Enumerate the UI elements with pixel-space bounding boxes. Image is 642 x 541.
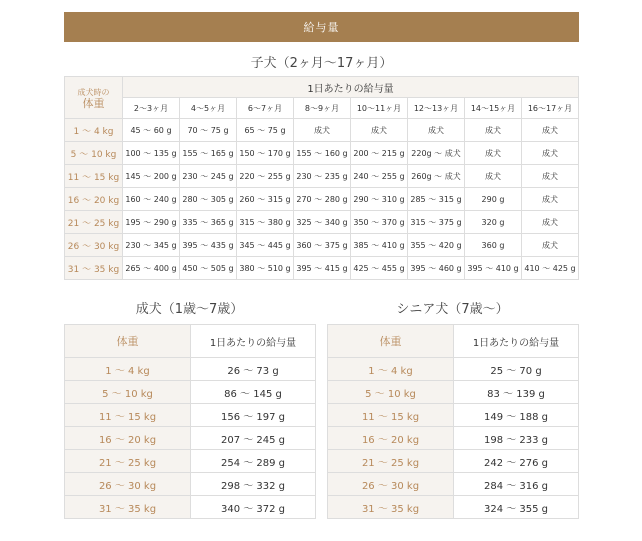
amount-cell: 220 〜 255 g xyxy=(237,165,294,188)
table-row xyxy=(65,142,579,165)
month-header: 10〜11ヶ月 xyxy=(351,98,408,119)
month-header: 12〜13ヶ月 xyxy=(408,98,465,119)
corner-label-top: 成犬時の xyxy=(77,87,110,97)
amount-cell: 198 〜 233 g xyxy=(454,427,579,450)
amount-cell: 270 〜 280 g xyxy=(294,188,351,211)
weight-cell: 5 〜 10 kg xyxy=(328,381,454,404)
weight-cell: 5 〜 10 kg xyxy=(65,142,123,165)
weight-cell: 16 〜 20 kg xyxy=(65,188,123,211)
adult-feeding-table xyxy=(64,324,316,519)
table-row xyxy=(65,404,316,427)
month-header: 2〜3ヶ月 xyxy=(123,98,180,119)
table-row xyxy=(328,404,579,427)
puppy-feeding-table xyxy=(64,76,579,280)
amount-cell: 450 〜 505 g xyxy=(180,257,237,280)
amount-cell: 207 〜 245 g xyxy=(191,427,316,450)
weight-column-header: 体重 xyxy=(65,325,191,358)
amount-cell: 425 〜 455 g xyxy=(351,257,408,280)
weight-cell: 11 〜 15 kg xyxy=(65,404,191,427)
table-row xyxy=(65,358,316,381)
amount-cell: 325 〜 340 g xyxy=(294,211,351,234)
weight-cell: 1 〜 4 kg xyxy=(328,358,454,381)
amount-cell: 65 〜 75 g xyxy=(237,119,294,142)
weight-cell: 26 〜 30 kg xyxy=(328,473,454,496)
month-header: 16〜17ヶ月 xyxy=(522,98,579,119)
amount-cell: 成犬 xyxy=(408,119,465,142)
month-header: 6〜7ヶ月 xyxy=(237,98,294,119)
table-row xyxy=(65,211,579,234)
amount-cell: 395 〜 460 g xyxy=(408,257,465,280)
amount-cell: 260 〜 315 g xyxy=(237,188,294,211)
table-row xyxy=(65,234,579,257)
amount-cell: 160 〜 240 g xyxy=(123,188,180,211)
amount-cell: 324 〜 355 g xyxy=(454,496,579,519)
amount-cell: 成犬 xyxy=(522,165,579,188)
puppy-title: 子犬（2ヶ月〜17ヶ月） xyxy=(250,56,393,71)
weight-cell: 5 〜 10 kg xyxy=(65,381,191,404)
amount-cell: 315 〜 375 g xyxy=(408,211,465,234)
amount-cell: 285 〜 315 g xyxy=(408,188,465,211)
amount-cell: 355 〜 420 g xyxy=(408,234,465,257)
weight-cell: 21 〜 25 kg xyxy=(328,450,454,473)
senior-feeding-table xyxy=(327,324,579,519)
amount-cell: 155 〜 165 g xyxy=(180,142,237,165)
amount-cell: 360 g xyxy=(465,234,522,257)
amount-cell: 380 〜 510 g xyxy=(237,257,294,280)
weight-cell: 1 〜 4 kg xyxy=(65,119,123,142)
amount-cell: 成犬 xyxy=(522,188,579,211)
amount-cell: 395 〜 410 g xyxy=(465,257,522,280)
amount-cell: 195 〜 290 g xyxy=(123,211,180,234)
weight-cell: 11 〜 15 kg xyxy=(328,404,454,427)
amount-cell: 145 〜 200 g xyxy=(123,165,180,188)
adult-title: 成犬（1歳〜7歳） xyxy=(135,302,244,317)
weight-column-header: 体重 xyxy=(328,325,454,358)
amount-cell: 385 〜 410 g xyxy=(351,234,408,257)
amount-cell: 254 〜 289 g xyxy=(191,450,316,473)
amount-cell: 150 〜 170 g xyxy=(237,142,294,165)
amount-cell: 成犬 xyxy=(522,142,579,165)
amount-cell: 成犬 xyxy=(465,142,522,165)
amount-cell: 320 g xyxy=(465,211,522,234)
table-row xyxy=(65,381,316,404)
section-banner: 給与量 xyxy=(64,12,579,42)
weight-cell: 21 〜 25 kg xyxy=(65,211,123,234)
weight-cell: 16 〜 20 kg xyxy=(328,427,454,450)
amount-cell: 395 〜 435 g xyxy=(180,234,237,257)
amount-cell: 265 〜 400 g xyxy=(123,257,180,280)
amount-cell: 290 g xyxy=(465,188,522,211)
amount-cell: 成犬 xyxy=(522,234,579,257)
amount-cell: 86 〜 145 g xyxy=(191,381,316,404)
amount-cell: 335 〜 365 g xyxy=(180,211,237,234)
daily-amount-header: 1日あたりの給与量 xyxy=(123,77,579,98)
amount-cell: 230 〜 235 g xyxy=(294,165,351,188)
amount-cell: 410 〜 425 g xyxy=(522,257,579,280)
weight-cell: 11 〜 15 kg xyxy=(65,165,123,188)
table-row xyxy=(65,450,316,473)
table-row xyxy=(328,381,579,404)
weight-cell: 31 〜 35 kg xyxy=(65,257,123,280)
amount-cell: 340 〜 372 g xyxy=(191,496,316,519)
table-row xyxy=(65,188,579,211)
amount-cell: 220g 〜 成犬 xyxy=(408,142,465,165)
table-row xyxy=(65,473,316,496)
amount-cell: 100 〜 135 g xyxy=(123,142,180,165)
table-row xyxy=(328,358,579,381)
amount-cell: 230 〜 345 g xyxy=(123,234,180,257)
amount-cell: 242 〜 276 g xyxy=(454,450,579,473)
amount-cell: 395 〜 415 g xyxy=(294,257,351,280)
amount-cell: 298 〜 332 g xyxy=(191,473,316,496)
amount-column-header: 1日あたりの給与量 xyxy=(454,325,579,358)
amount-cell: 成犬 xyxy=(522,119,579,142)
table-row xyxy=(65,427,316,450)
amount-cell: 70 〜 75 g xyxy=(180,119,237,142)
amount-cell: 成犬 xyxy=(522,211,579,234)
weight-cell: 1 〜 4 kg xyxy=(65,358,191,381)
amount-cell: 成犬 xyxy=(351,119,408,142)
amount-cell: 成犬 xyxy=(465,119,522,142)
amount-cell: 290 〜 310 g xyxy=(351,188,408,211)
weight-cell: 21 〜 25 kg xyxy=(65,450,191,473)
amount-cell: 149 〜 188 g xyxy=(454,404,579,427)
amount-cell: 360 〜 375 g xyxy=(294,234,351,257)
weight-cell: 16 〜 20 kg xyxy=(65,427,191,450)
amount-cell: 230 〜 245 g xyxy=(180,165,237,188)
amount-cell: 155 〜 160 g xyxy=(294,142,351,165)
amount-cell: 200 〜 215 g xyxy=(351,142,408,165)
amount-cell: 25 〜 70 g xyxy=(454,358,579,381)
table-row xyxy=(328,473,579,496)
table-row xyxy=(65,257,579,280)
amount-cell: 156 〜 197 g xyxy=(191,404,316,427)
amount-cell: 350 〜 370 g xyxy=(351,211,408,234)
weight-cell: 31 〜 35 kg xyxy=(328,496,454,519)
month-header: 4〜5ヶ月 xyxy=(180,98,237,119)
adult-weight-header xyxy=(65,77,123,119)
amount-cell: 345 〜 445 g xyxy=(237,234,294,257)
corner-label-bottom: 体重 xyxy=(82,96,105,110)
month-header: 14〜15ヶ月 xyxy=(465,98,522,119)
table-row xyxy=(65,165,579,188)
table-row xyxy=(328,496,579,519)
weight-cell: 26 〜 30 kg xyxy=(65,234,123,257)
amount-cell: 26 〜 73 g xyxy=(191,358,316,381)
amount-cell: 成犬 xyxy=(294,119,351,142)
amount-cell: 成犬 xyxy=(465,165,522,188)
amount-cell: 260g 〜 成犬 xyxy=(408,165,465,188)
month-header: 8〜9ヶ月 xyxy=(294,98,351,119)
amount-column-header: 1日あたりの給与量 xyxy=(191,325,316,358)
table-row xyxy=(65,496,316,519)
table-row xyxy=(328,427,579,450)
table-row xyxy=(65,119,579,142)
table-row xyxy=(328,450,579,473)
amount-cell: 45 〜 60 g xyxy=(123,119,180,142)
weight-cell: 26 〜 30 kg xyxy=(65,473,191,496)
weight-cell: 31 〜 35 kg xyxy=(65,496,191,519)
senior-title: シニア犬（7歳〜） xyxy=(396,302,509,317)
amount-cell: 240 〜 255 g xyxy=(351,165,408,188)
amount-cell: 284 〜 316 g xyxy=(454,473,579,496)
amount-cell: 83 〜 139 g xyxy=(454,381,579,404)
amount-cell: 280 〜 305 g xyxy=(180,188,237,211)
amount-cell: 315 〜 380 g xyxy=(237,211,294,234)
